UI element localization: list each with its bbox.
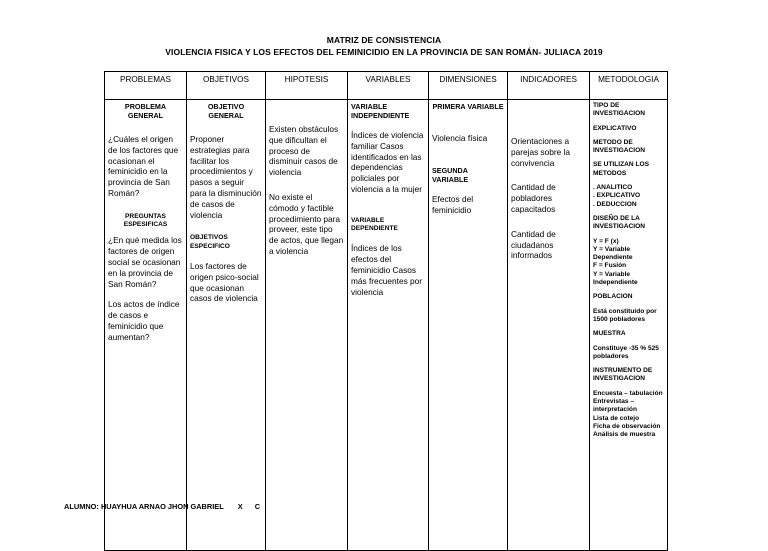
- metodo-item: . DEDUCCION: [593, 200, 637, 208]
- content-row: [105, 100, 668, 551]
- column-header-metodologia: METODOLOGIA: [590, 72, 668, 100]
- objetivos-cell: [187, 100, 266, 551]
- metodos-label: SE UTILIZAN LOS METODOS: [593, 161, 650, 177]
- variable-dependiente-text: Índices de los efectos del feminicidio Casos más frecuentes por violencia: [351, 243, 423, 297]
- student-name: ALUMNO: HUAYHUA ARNAO JHON GABRIEL: [64, 502, 224, 511]
- column-header-hipotesis: HIPOTESIS: [266, 72, 348, 100]
- poblacion-text: Está constituido por 1500 pobladores: [593, 307, 657, 323]
- tipo-investigacion-label: TIPO DE INVESTIGACION: [593, 102, 646, 118]
- indicadores-cell: [508, 100, 590, 551]
- instrumento-item: Encuesta – tabulación: [593, 389, 663, 397]
- problema-general-text: ¿Cuáles el origen de los factores que ocasionan el feminicidio en la provincia de San Román?: [108, 134, 179, 198]
- variable-independiente-label: VARIABLE INDEPENDIENTE: [351, 102, 410, 120]
- dimensiones-cell: [429, 100, 508, 551]
- objetivos-especifico-label: OBJETIVOS ESPECIFICO: [190, 234, 230, 250]
- variable-independiente-text: Índices de violencia familiar Casos identificados en las dependencias policiales por violencia a la mujer: [351, 130, 424, 194]
- hipotesis-2: No existe el cómodo y factible procedimiento para proveer, este tipo de actos, que llegan a violencia: [269, 191, 344, 256]
- metodo-investigacion-label: METODO DE INVESTIGACION: [593, 138, 646, 155]
- footer-mark-c: C: [254, 502, 261, 511]
- column-header-objetivos: OBJETIVOS: [187, 72, 266, 100]
- variables-cell: [348, 100, 429, 551]
- diseno-line: Y = Variable Independiente: [593, 270, 638, 287]
- document-subtitle: VIOLENCIA FISICA Y LOS EFECTOS DEL FEMINICIDIO EN LA PROVINCIA DE SAN ROMÁN- JULIACA 2019: [165, 47, 603, 57]
- primera-variable-label: PRIMERA VARIABLE: [432, 102, 504, 111]
- pregunta-especifica-2: Los actos de índice de casos e feminicidio que aumentan?: [108, 299, 180, 342]
- segunda-variable-label: SEGUNDA VARIABLE: [432, 165, 469, 184]
- column-header-variables: VARIABLES: [348, 72, 429, 100]
- problemas-cell: [105, 100, 187, 551]
- column-header-problemas: PROBLEMAS: [105, 72, 187, 100]
- hipotesis-1: Existen obstáculos que dificultan el proceso de disminuir casos de violencia: [269, 124, 339, 178]
- indicador-1: Orientaciones a parejas sobre la convivencia: [511, 136, 571, 168]
- objetivo-general-text: Proponer estrategias para facilitar los procedimientos y pasos a seguir para la disminución de casos de violencia: [190, 134, 262, 220]
- instrumento-item: Ficha de observación: [593, 422, 661, 430]
- variable-dependiente-label: VARIABLE DEPENDIENTE: [351, 216, 398, 233]
- column-header-dimensiones: DIMENSIONES: [429, 72, 508, 100]
- metodologia-cell: [590, 100, 668, 551]
- segunda-variable-text: Efectos del feminicidio: [432, 193, 474, 215]
- student-footer: [64, 502, 260, 511]
- instrumento-item: Entrevistas – interpretación: [593, 398, 637, 414]
- diseno-investigacion-label: DISEÑO DE LA INVESTIGACION: [593, 214, 646, 231]
- metodo-item: . EXPLICATIVO: [593, 192, 641, 200]
- document-title: MATRIZ DE CONSISTENCIA: [326, 35, 442, 45]
- muestra-text: Constituye -35 % 525 pobladores: [593, 344, 659, 360]
- column-header-indicadores: INDICADORES: [508, 72, 590, 100]
- consistency-matrix-table: [104, 71, 668, 551]
- instrumento-label: INSTRUMENTO DE INVESTIGACION: [593, 367, 653, 383]
- objetivo-especifico-text: Los factores de origen psico-social que ocasionan casos de violencia: [190, 260, 259, 304]
- objetivo-general-label: OBJETIVO GENERAL: [207, 102, 245, 120]
- diseno-line: Y = Variable Dependiente: [593, 245, 633, 262]
- header-row: [105, 72, 668, 100]
- indicador-2: Cantidad de pobladores capacitados: [511, 182, 556, 214]
- diseno-line: F = Fusión: [593, 262, 627, 270]
- preguntas-especificas-label: PREGUNTAS ESPESIFICAS: [123, 212, 168, 229]
- tipo-investigacion-value: EXPLICATIVO: [593, 124, 637, 132]
- metodo-item: . ANALITICO: [593, 184, 633, 192]
- indicador-3: Cantidad de ciudadanos informados: [511, 228, 556, 261]
- muestra-label: MUESTRA: [593, 330, 626, 338]
- problema-general-label: PROBLEMA GENERAL: [124, 102, 167, 120]
- poblacion-label: POBLACION: [593, 293, 633, 301]
- hipotesis-cell: [266, 100, 348, 551]
- pregunta-especifica-1: ¿En qué medida los factores de origen social se ocasionan en la provincia de San Román?: [108, 235, 182, 289]
- instrumento-item: Análisis de muestra: [593, 431, 656, 439]
- primera-variable-text: Violencia física: [432, 133, 488, 143]
- instrumento-item: Lista de cotejo: [593, 414, 640, 422]
- diseno-line: Y = F (x): [593, 237, 619, 245]
- footer-mark-x: X: [237, 502, 243, 511]
